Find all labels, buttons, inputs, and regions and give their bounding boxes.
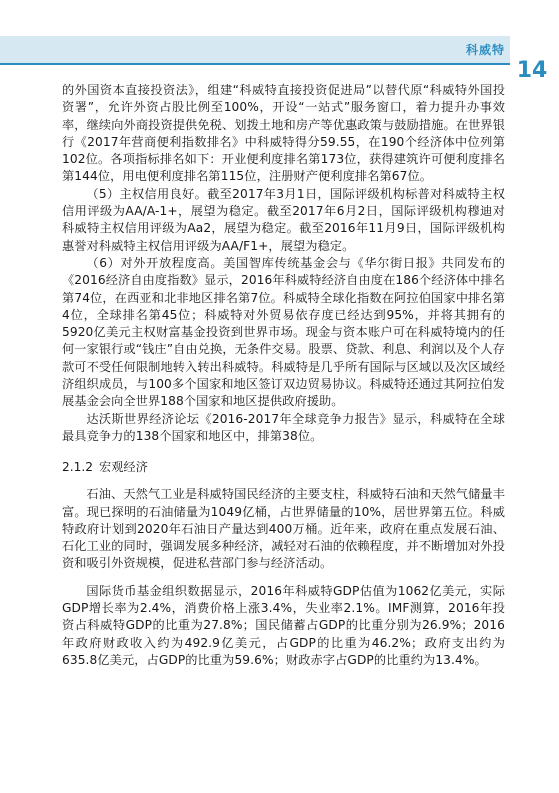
paragraph-imf-data: 国际货币基金组织数据显示，2016年科威特GDP估值为1062亿美元，实际GDP增长率为2.4%，消费价格上涨3.4%，失业率2.1%。IMF测算，2016年投资占科威特GDP的比重为27.8%；国民储蓄占GDP的比重分别为26.9%；2016年政府财政收入约为492.9亿美元，占GDP的比重为46.2%；政府支出约为635.8亿美元，占GDP的比重为59.6%；财政赤字占GDP的比重约为13.4%。 xyxy=(62,583,505,667)
paragraph-investment-continued: 的外国资本直接投资法》，组建“科威特直接投资促进局”以替代原“科威特外国投资署”，允许外资占股比例至100%，开设“一站式”服务窗口，着力提升办事效率，继续向外商投资提供免税、划拨土地和房产等优惠政策与鼓励措施。在世界银行《2017年营商便利指数排名》中科威特得分59.55，在190个经济体中位列第102位。各项指标排名如下：开业便利度排名第173位，获得建筑许可便利度排名第144位，用电便利度排名第115位，注册财产便利度排名第67位。 xyxy=(62,83,505,184)
section-heading xyxy=(62,459,505,476)
paragraph-competitiveness: 达沃斯世界经济论坛《2016-2017年全球竞争力报告》显示，科威特在全球最具竞争力的138个国家和地区中，排第38位。 xyxy=(62,411,505,443)
paragraph-openness: （6）对外开放程度高。美国智库传统基金会与《华尔街日报》共同发布的《2016经济自由度指数》显示，2016年科威特经济自由度在186个经济体中排名第74位，在西亚和北非地区排名第7位。科威特全球化指数在阿拉伯国家中排名第4位，全球排名第45位；科威特对外贸易依存度已经达到95%，并将其拥有的5920亿美元主权财富基金投资到世界市场。现金与资本账户可在科威特境内的任何一家银行或“钱庄”自由兑换，无条件交易。股票、贷款、利息、利润以及个人存款可不受任何限制地转入转出科威特。科威特是几乎所有国际与区域以及次区域经济组织成员，与100多个国家和地区签订双边贸易协议。科威特还通过其阿拉伯发展基金会向全世界188个国家和地区提供政府援助。 xyxy=(62,255,505,409)
paragraph-sovereign-credit: （5）主权信用良好。截至2017年3月1日，国际评级机构标普对科威特主权信用评级为AA/A-1+，展望为稳定。截至2017年6月2日，国际评级机构穆迪对科威特主权信用评级为Aa2，展望为稳定。截至2016年11月9日，国际评级机构惠誉对科威特主权信用评级为AA/F1+，展望为稳定。 xyxy=(62,186,505,253)
page-body xyxy=(62,82,505,669)
paragraph-oil-economy: 石油、天然气工业是科威特国民经济的主要支柱，科威特石油和天然气储量丰富。现已探明的石油储量为1049亿桶，占世界储量的10%，居世界第五位。科威特政府计划到2020年石油日产量达到400万桶。近年来，政府在重点发展石油、石化工业的同时，强调发展多种经济，减轻对石油的依赖程度，并不断增加对外投资和吸引外资规模，促进私营部门参与经济活动。 xyxy=(62,487,505,571)
section-number: 2.1.2 xyxy=(62,460,94,475)
running-header-title: 科威特 xyxy=(465,43,505,57)
header-divider xyxy=(0,63,510,65)
section-title: 宏观经济 xyxy=(99,460,148,475)
header-bar xyxy=(0,36,510,63)
page-number: 14 xyxy=(516,58,548,83)
